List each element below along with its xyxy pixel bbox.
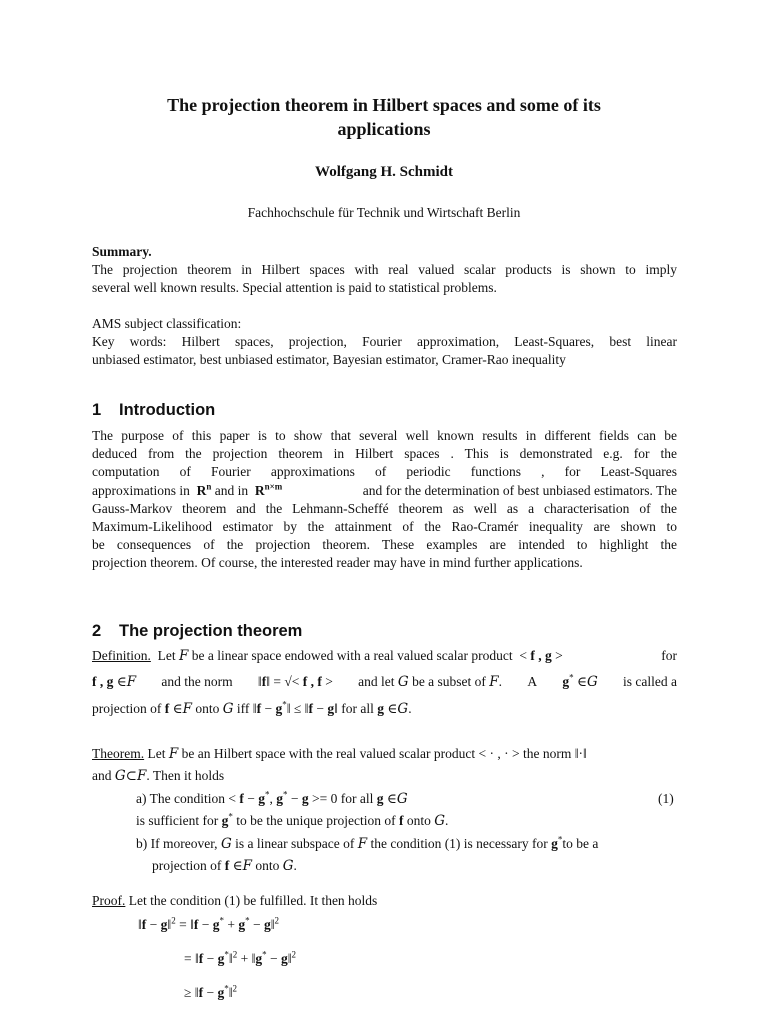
math-F: F	[179, 648, 189, 664]
math-g-star-in-G: g* ∈G	[562, 672, 598, 690]
proof-label: Proof.	[92, 893, 126, 908]
intro-line-6: Maximum-Likelihood estimator by the attainment of the Rao-Cramér inequality are shown to	[92, 519, 677, 534]
section-1-number: 1	[92, 401, 102, 419]
definition-line-2: f , g ∈F and the norm ‖f‖ = √< f , f > and let G be a subset of F. A g* ∈G is called a	[92, 672, 677, 690]
intro-line-5: Gauss-Markov theorem and the Lehmann-Scheffé theorem as well as a characterisation of the	[92, 501, 677, 516]
definition-line-3: projection of f ∈F onto G iff ‖f − g*‖ ≤ ‖f − g‖ for all g ∈G.	[92, 699, 412, 717]
intro-line-8: projection theorem. Of course, the interested reader may have in mind further applications.	[92, 555, 583, 570]
theorem-condition-b-line-2: projection of f ∈F onto G.	[152, 858, 297, 874]
affiliation: Fachhochschule für Technik und Wirtschaft Berlin	[247, 205, 521, 220]
definition-label: Definition.	[92, 648, 151, 663]
paper-title-line-1: The projection theorem in Hilbert spaces and some of its	[167, 95, 601, 115]
summary-line-2: several well known results. Special attention is paid to statistical problems.	[92, 280, 497, 295]
section-2-title: The projection theorem	[119, 622, 303, 640]
intro-line-4-part-a: approximations in $R^n$ and in $R^{n\times m}$	[92, 481, 283, 498]
math-R-n: $R^n$	[196, 481, 212, 498]
keywords-line-2: unbiased estimator, best unbiased estimator, Bayesian estimator, Cramer-Rao inequality	[92, 352, 566, 367]
intro-line-7: be consequences of the projection theorem. These examples are intended to highlight the	[92, 537, 677, 552]
proof-line: Proof. Let the condition (1) be fulfilled. It then holds	[92, 893, 378, 908]
proof-equation-3: ≥ ‖f − g*‖$^2$	[184, 983, 237, 1000]
intro-line-4-part-c: and for the determination of best unbiased estimators. The	[362, 483, 677, 498]
theorem-label: Theorem.	[92, 746, 145, 761]
author-name: Wolfgang H. Schmidt	[315, 164, 453, 180]
intro-line-4	[92, 482, 677, 500]
intro-line-2: deduced from the projection theorem in Hilbert spaces . This is demonstrated e.g. for the	[92, 446, 677, 461]
theorem-line-1: Theorem. Let F be an Hilbert space with the real valued scalar product < · , · > the norm ‖·‖	[92, 746, 587, 762]
math-R-nxm: $R^{n\times m}$	[254, 481, 283, 498]
theorem-condition-b: b) If moreover, G is a linear subspace of F the condition (1) is necessary for g*to be a	[136, 834, 599, 852]
math-norm-def: ‖f‖ = √< f , f >	[257, 674, 333, 689]
summary-line-1: The projection theorem in Hilbert spaces with real valued scalar products is shown to imply	[92, 262, 677, 277]
summary-heading: Summary.	[92, 244, 152, 259]
equation-number-1: (1)	[658, 791, 674, 806]
ams-classification: AMS subject classification:	[92, 316, 242, 331]
intro-line-1: The purpose of this paper is to show that several well known results in different fields can be	[92, 428, 677, 443]
intro-line-3: computation of Fourier approximations of periodic functions , for Least-Squares	[92, 464, 677, 479]
theorem-condition-a-line-2: is sufficient for g* to be the unique projection of f onto G.	[136, 811, 449, 829]
theorem-line-2: and G⊂F. Then it holds	[92, 768, 225, 784]
proof-equation-2: = ‖f − g*‖$^2$ + ‖g* − g‖$^2$	[184, 949, 297, 966]
keywords-line-1: Key words: Hilbert spaces, projection, Fourier approximation, Least-Squares, best linear	[92, 334, 677, 349]
math-condition-1: < f − g*, g* − g >= 0	[228, 789, 338, 806]
math-inner-product: < f , g >	[519, 648, 563, 663]
math-min-inequality: ‖f − g*‖ ≤ ‖f − g‖	[252, 699, 338, 716]
theorem-condition-a: a) The condition < f − g*, g* − g >= 0 for all g ∈G	[136, 789, 408, 807]
definition-line-1: Definition. Let F be a linear space endowed with a real valued scalar product < f , g > for	[92, 648, 677, 664]
paper-title-line-2: applications	[337, 119, 431, 139]
proof-equation-1: ‖f − g‖$^2$ = ‖f − g* + g* − g‖$^2$	[138, 915, 280, 932]
section-2-number: 2	[92, 622, 102, 640]
math-fg-in-F: f , g ∈F	[92, 674, 137, 690]
section-1-title: Introduction	[119, 401, 216, 419]
